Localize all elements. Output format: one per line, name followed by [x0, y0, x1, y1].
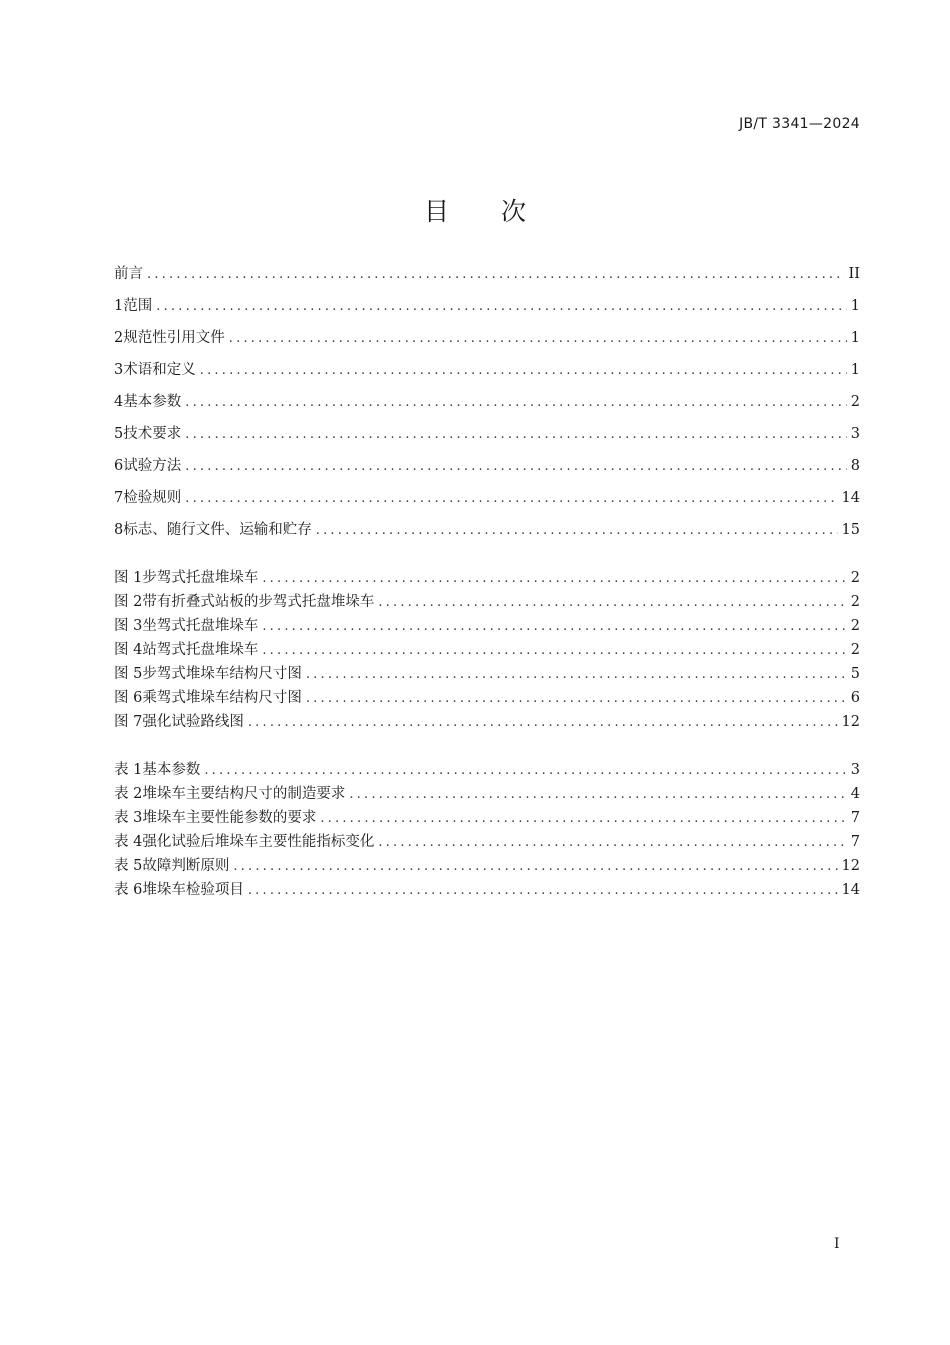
- figure-page: 5: [850, 666, 860, 682]
- figure-entry[interactable]: [114, 710, 860, 734]
- toc-entry-page: II: [848, 266, 860, 282]
- toc-entry-label: 基本参数: [123, 394, 182, 410]
- toc-entry-label: 范围: [123, 298, 153, 314]
- table-entry[interactable]: [114, 854, 860, 878]
- table-page: 14: [841, 882, 860, 898]
- toc-leader-dots: [185, 387, 847, 419]
- figure-page: 6: [850, 690, 860, 706]
- figure-number: 图 3: [114, 618, 143, 634]
- toc-entry-number: 4: [114, 394, 124, 410]
- toc-entry[interactable]: [114, 386, 860, 418]
- table-label: 堆垛车主要性能参数的要求: [142, 810, 317, 826]
- toc-entry[interactable]: [114, 354, 860, 386]
- figure-number: 图 7: [114, 714, 143, 730]
- toc-leader-dots: [185, 419, 847, 451]
- figure-list-section: [114, 566, 860, 734]
- toc-entry-label: 技术要求: [123, 426, 182, 442]
- table-page: 4: [850, 786, 860, 802]
- table-label: 堆垛车主要结构尺寸的制造要求: [142, 786, 346, 802]
- toc-leader-dots: [378, 831, 846, 855]
- table-entry[interactable]: [114, 878, 860, 902]
- toc-leader-dots: [185, 451, 847, 483]
- toc-entry-number: 7: [114, 490, 124, 506]
- toc-entry[interactable]: [114, 418, 860, 450]
- table-label: 强化试验后堆垛车主要性能指标变化: [142, 834, 375, 850]
- figure-number: 图 1: [114, 570, 143, 586]
- toc-entry-label: 前言: [114, 266, 143, 282]
- table-label: 堆垛车检验项目: [142, 882, 244, 898]
- toc-entry-number: 8: [114, 522, 124, 538]
- table-page: 7: [850, 810, 860, 826]
- figure-number: 图 6: [114, 690, 143, 706]
- toc-entry-page: 8: [850, 458, 860, 474]
- toc-entry-number: 2: [114, 330, 124, 346]
- table-page: 12: [841, 858, 860, 874]
- table-page: 3: [850, 762, 860, 778]
- figure-entry[interactable]: [114, 590, 860, 614]
- toc-entry[interactable]: [114, 258, 860, 290]
- toc-entry-label: 试验方法: [123, 458, 182, 474]
- toc-entry-page: 1: [850, 298, 860, 314]
- toc-entry-page: 15: [841, 522, 860, 538]
- toc-leader-dots: [378, 591, 846, 615]
- table-entry[interactable]: [114, 806, 860, 830]
- figure-number: 图 4: [114, 642, 143, 658]
- toc-leader-dots: [147, 259, 845, 291]
- figure-entry[interactable]: [114, 638, 860, 662]
- toc-entry[interactable]: [114, 514, 860, 546]
- toc-leader-dots: [229, 323, 847, 355]
- figure-page: 2: [850, 594, 860, 610]
- toc-leader-dots: [200, 355, 847, 387]
- toc-leader-dots: [262, 639, 846, 663]
- table-number: 表 2: [114, 786, 143, 802]
- toc-entry-number: 5: [114, 426, 124, 442]
- table-list-section: [114, 758, 860, 902]
- toc-entry-page: 2: [850, 394, 860, 410]
- figure-entry[interactable]: [114, 662, 860, 686]
- toc-entry-label: 检验规则: [123, 490, 182, 506]
- toc-leader-dots: [262, 567, 846, 591]
- toc-entry-label: 规范性引用文件: [123, 330, 225, 346]
- toc-entry[interactable]: [114, 482, 860, 514]
- table-entry[interactable]: [114, 782, 860, 806]
- toc-entry-page: 1: [850, 362, 860, 378]
- toc-leader-dots: [185, 483, 837, 515]
- toc-entry-page: 3: [850, 426, 860, 442]
- toc-entry[interactable]: [114, 290, 860, 322]
- toc-leader-dots: [306, 663, 847, 687]
- toc-leader-dots: [320, 807, 846, 831]
- standard-number: JB/T 3341—2024: [739, 116, 860, 132]
- table-number: 表 1: [114, 762, 143, 778]
- table-number: 表 6: [114, 882, 143, 898]
- figure-page: 2: [850, 642, 860, 658]
- table-label: 基本参数: [142, 762, 201, 778]
- toc-leader-dots: [233, 855, 837, 879]
- toc-leader-dots: [306, 687, 847, 711]
- toc-entry-number: 3: [114, 362, 124, 378]
- figure-label: 乘驾式堆垛车结构尺寸图: [142, 690, 302, 706]
- figure-entry[interactable]: [114, 686, 860, 710]
- figure-page: 2: [850, 618, 860, 634]
- toc-leader-dots: [204, 759, 846, 783]
- table-number: 表 3: [114, 810, 143, 826]
- toc-entry[interactable]: [114, 322, 860, 354]
- figure-entry[interactable]: [114, 566, 860, 590]
- figure-label: 步驾式堆垛车结构尺寸图: [142, 666, 302, 682]
- figure-label: 强化试验路线图: [142, 714, 244, 730]
- toc-leader-dots: [316, 515, 838, 547]
- figure-number: 图 5: [114, 666, 143, 682]
- table-entry[interactable]: [114, 830, 860, 854]
- toc-entry-label: 术语和定义: [123, 362, 196, 378]
- toc-leader-dots: [156, 291, 847, 323]
- toc-entry-number: 6: [114, 458, 124, 474]
- figure-page: 2: [850, 570, 860, 586]
- toc-entry-page: 1: [850, 330, 860, 346]
- table-number: 表 4: [114, 834, 143, 850]
- toc-leader-dots: [349, 783, 846, 807]
- figure-entry[interactable]: [114, 614, 860, 638]
- figure-number: 图 2: [114, 594, 143, 610]
- page-title: 目次: [423, 197, 578, 226]
- table-number: 表 5: [114, 858, 143, 874]
- figure-label: 坐驾式托盘堆垛车: [142, 618, 259, 634]
- toc-leader-dots: [248, 879, 838, 903]
- figure-label: 步驾式托盘堆垛车: [142, 570, 259, 586]
- table-label: 故障判断原则: [142, 858, 230, 874]
- table-entry[interactable]: [114, 758, 860, 782]
- table-page: 7: [850, 834, 860, 850]
- figure-page: 12: [841, 714, 860, 730]
- toc-leader-dots: [248, 711, 838, 735]
- figure-label: 站驾式托盘堆垛车: [142, 642, 259, 658]
- toc-entry-label: 标志、随行文件、运输和贮存: [123, 522, 312, 538]
- toc-main-section: [114, 258, 860, 546]
- toc-leader-dots: [262, 615, 846, 639]
- toc-entry-page: 14: [841, 490, 860, 506]
- figure-label: 带有折叠式站板的步驾式托盘堆垛车: [142, 594, 375, 610]
- toc-entry[interactable]: [114, 450, 860, 482]
- page-folio: I: [834, 1236, 840, 1252]
- toc-entry-number: 1: [114, 298, 124, 314]
